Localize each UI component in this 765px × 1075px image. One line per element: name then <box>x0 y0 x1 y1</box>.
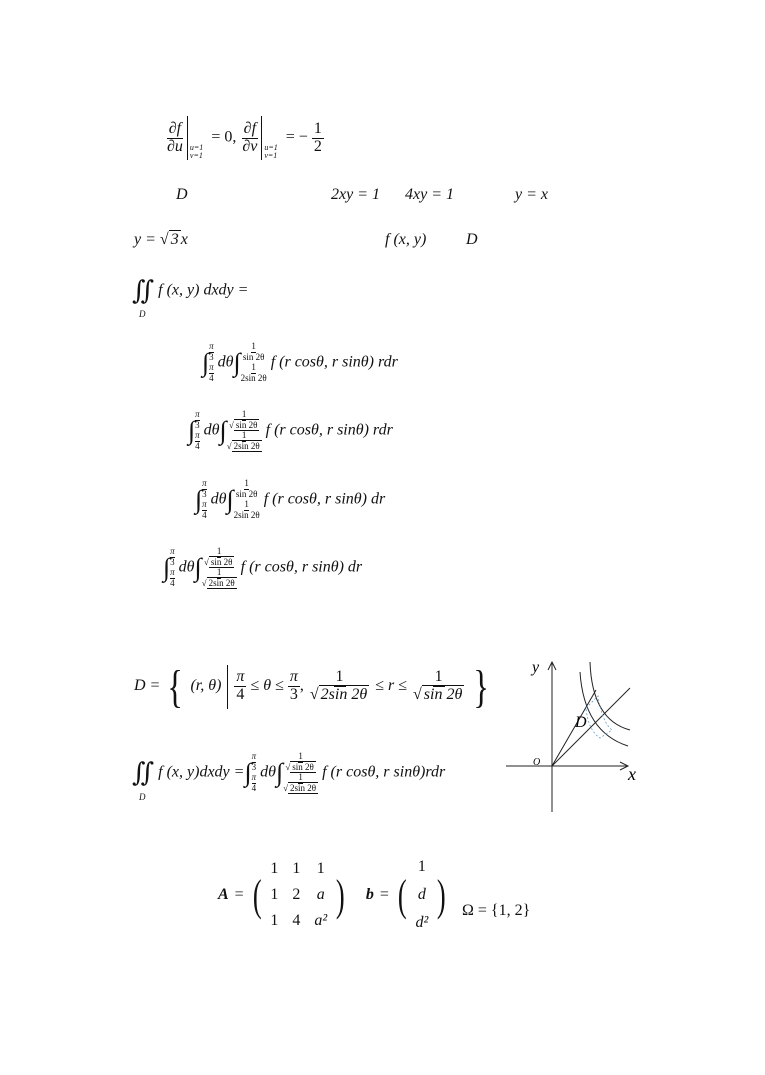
line-y-eq-x <box>552 688 630 766</box>
matrix-a-cell: 1 <box>292 860 301 877</box>
vector-b-label: b <box>365 886 374 903</box>
integral-symbol: ∫ <box>226 484 234 514</box>
vector-b <box>416 858 429 932</box>
eval-bar <box>187 116 188 160</box>
equals-negative: = − <box>285 128 308 146</box>
r-upper-bound: $\frac{1}{√ \sin 2\theta}$ <box>412 668 463 703</box>
vector-b-cell: d² <box>415 914 429 931</box>
function-fxy: f (x, y) <box>385 231 427 248</box>
matrix-a-cell: 1 <box>270 860 279 877</box>
solution-integral <box>132 752 445 794</box>
sub-u1-2: u=1 <box>264 143 278 152</box>
sub-u1: u=1 <box>189 143 204 152</box>
r-theta: (r, θ) <box>190 677 222 695</box>
matrix-a-cell: 1 <box>270 912 279 929</box>
solution-integrand: f (r cosθ, r sinθ)rdr <box>322 763 446 781</box>
integral-symbol: ∫ <box>275 757 284 787</box>
curve-4xy: 4xy = 1 <box>405 186 454 203</box>
solution-lhs: f (x, y)dxdy = <box>158 763 245 781</box>
integral-question-body: f (x, y) dxdy = <box>158 281 249 299</box>
df-numerator: ∂f <box>168 119 182 137</box>
curve-2xy: 2xy = 1 <box>331 186 380 203</box>
r-limits: 1 √ sin 2θ 1 √ 2sin 2θ <box>201 546 235 588</box>
matrix-a-cell: a <box>316 886 325 903</box>
pi-over-3: $\frac{\pi}{3}$ <box>289 668 298 703</box>
sqrt3: 3 <box>170 231 179 248</box>
eval-bar-2 <box>261 116 262 160</box>
pi-over-4: $\frac{\pi}{4}$ <box>236 668 245 703</box>
set-bar <box>227 665 228 709</box>
hyperbola-inner <box>580 672 628 746</box>
equals-zero: = 0, <box>211 128 237 146</box>
theta-limits: π 3 π 4 <box>209 341 214 383</box>
sub-v1: v=1 <box>189 151 203 160</box>
integral-symbol: ∫ <box>233 347 241 377</box>
diagram-origin-label: O <box>533 757 541 768</box>
matrix-a-cell: 1 <box>316 860 325 877</box>
integrand: f (r cosθ, r sinθ) rdr <box>265 421 393 439</box>
half-numerator: 1 <box>313 119 322 137</box>
omega-set: Ω = {1, 2} <box>462 902 531 919</box>
matrix-a-left-paren: ( <box>252 870 262 920</box>
matrix-a-cell: a² <box>314 912 328 929</box>
y-eq: y = <box>134 231 160 248</box>
matrix-a-label: A <box>218 886 229 903</box>
solution-region-D: D <box>139 792 146 802</box>
diagram-y-label: y <box>532 659 540 676</box>
region-D: D <box>466 231 478 248</box>
vector-b-right-paren: ) <box>437 870 447 920</box>
half-denominator: 2 <box>313 137 322 155</box>
solution-region <box>134 660 492 713</box>
integral-region-D: D <box>139 309 146 319</box>
one-half <box>312 121 324 156</box>
integral-symbol: ∫ <box>195 484 203 514</box>
region-diagram <box>500 652 650 817</box>
vector-b-cell: 1 <box>417 858 426 875</box>
matrix-a-cell: 2 <box>292 886 301 903</box>
vector-b-left-paren: ( <box>397 870 407 920</box>
matrix-a <box>270 860 327 930</box>
option-b <box>188 410 393 452</box>
dtheta: dθ <box>178 558 195 576</box>
matrix-a-right-paren: ) <box>336 870 345 920</box>
theta-limits: π 3 π 4 <box>202 478 207 520</box>
matrix-a-equals: = <box>234 886 244 903</box>
vector-b-equals: = <box>379 886 389 903</box>
dv-denominator: ∂v <box>242 137 258 155</box>
right-brace: } <box>473 661 490 712</box>
df-du-fraction <box>165 121 185 156</box>
dtheta: dθ <box>210 490 227 508</box>
matrix-a-cell: 4 <box>292 912 301 929</box>
diagram-region-label: D <box>575 714 587 731</box>
r-bounds: ≤ r ≤ <box>375 677 407 695</box>
theta-limits: π 3 π 4 <box>170 546 175 588</box>
eval-subscripts-2 <box>264 144 277 160</box>
dtheta: dθ <box>260 763 276 781</box>
integrand: f (r cosθ, r sinθ) dr <box>240 558 363 576</box>
diagram-x-label: x <box>628 764 636 784</box>
partial-derivative-line <box>165 116 324 160</box>
df-numerator-2: ∂f <box>243 119 257 137</box>
integral-symbol: ∫ <box>202 347 210 377</box>
double-integral-question <box>132 276 248 306</box>
matrix-section <box>218 858 449 932</box>
r-lower-bound: $\frac{1}{√ 2\sin 2\theta}$ <box>309 668 368 703</box>
double-integral-symbol: ∬ <box>132 276 155 305</box>
hyperbola-outer <box>590 662 630 730</box>
integral-symbol: ∫ <box>194 552 202 582</box>
dtheta: dθ <box>203 421 220 439</box>
integral-symbol: ∫ <box>219 415 227 445</box>
line-y-sqrt3x: y = √ 3 x <box>134 231 188 248</box>
left-brace: { <box>167 661 184 712</box>
option-d <box>163 547 362 589</box>
option-a <box>202 342 398 384</box>
x-var: x <box>180 231 188 248</box>
d-equals: D = <box>134 677 161 695</box>
du-denominator: ∂u <box>167 137 183 155</box>
sub-v1-2: v=1 <box>264 151 278 160</box>
matrix-a-cell: 1 <box>270 886 279 903</box>
region-label: D <box>176 186 188 203</box>
dtheta: dθ <box>217 353 234 371</box>
vector-b-cell: d <box>417 886 426 903</box>
integrand: f (r cosθ, r sinθ) rdr <box>270 353 398 371</box>
r-limits: 1 √ sin 2θ 1 √ 2sin 2θ <box>283 751 317 793</box>
option-c <box>195 479 385 521</box>
r-limits: 1 √ sin 2θ 1 √ 2sin 2θ <box>226 409 260 451</box>
theta-limits: π 3 π 4 <box>195 409 200 451</box>
theta-limits: π 3 π 4 <box>251 751 257 793</box>
integral-symbol: ∫ <box>244 757 252 787</box>
integrand: f (r cosθ, r sinθ) dr <box>263 490 386 508</box>
integral-symbol: ∫ <box>188 415 196 445</box>
curve-y-eq-x: y = x <box>515 186 548 203</box>
theta-bounds: ≤ θ ≤ <box>250 677 284 695</box>
eval-subscripts <box>190 144 203 160</box>
r-limits: 1 sin 2θ 1 2sin 2θ <box>233 478 260 520</box>
integral-symbol: ∫ <box>163 552 171 582</box>
df-dv-fraction <box>240 121 259 156</box>
comma: , <box>299 677 304 695</box>
r-limits: 1 sin 2θ 1 2sin 2θ <box>240 341 267 383</box>
double-integral-symbol: ∬ <box>132 757 155 787</box>
